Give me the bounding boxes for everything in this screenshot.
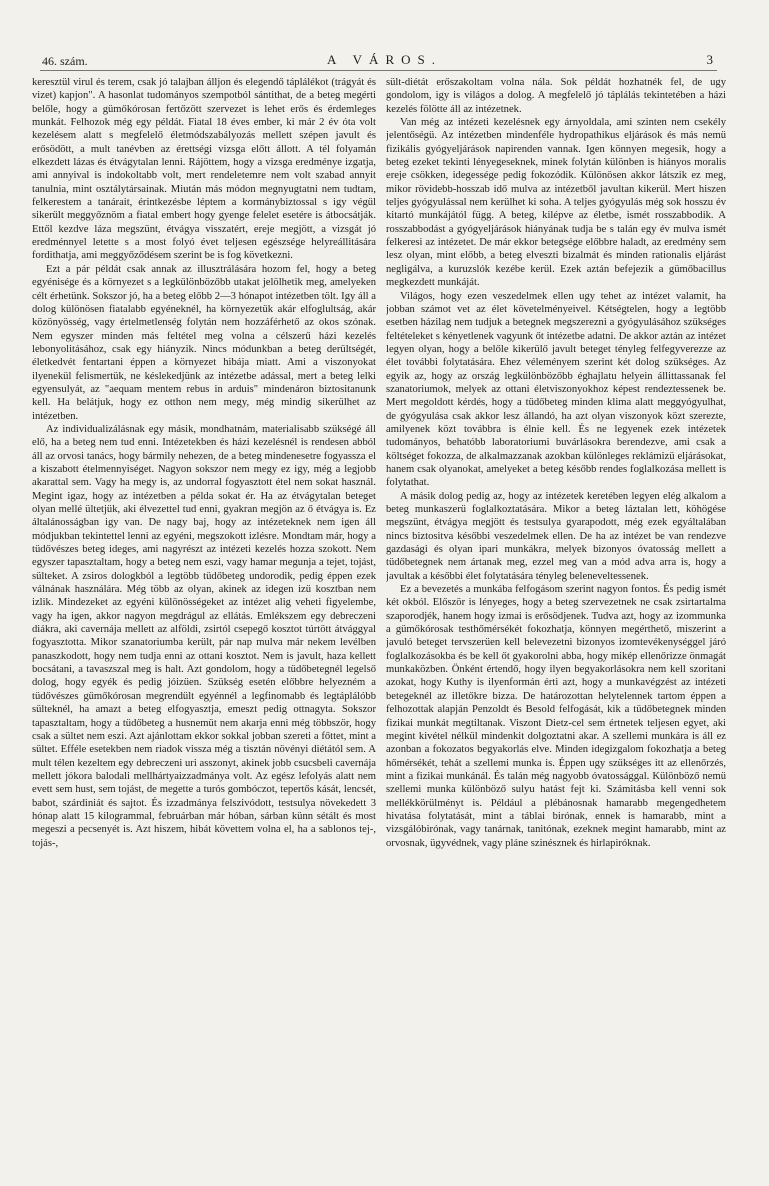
- left-column: [32, 76, 376, 1172]
- paragraph: Világos, hogy ezen veszedelmek ellen ugy tehet az intézet valamit, ha jobban számot vet az élet követelményeivel. Kétségtelen, hogy a legtöbb esetben házilag nem tudjuk a betegnek megszerezni a gyógyulásához szükséges feltételeket s kényetlenek vagyunk őt intézetbe adatni. De akkor aztán az intézet legyen olyan, hogy a belőle kikerülő javult beteget tényleg felfegyverezze az élet további folytatására. Ehez véleményem szerint két dolog szükséges. Az egyik az, hogy az ország legkülönbözőbb éghajlatu helyein állittassanak fel szanatoriumok, melyek az ottani életviszonyokhoz képest rendeztessenek be. Mert megoldott kérdés, hogy a tüdőbeteg minden klima alatt meggyógyulhat, de gyógyulása csak akkor lesz állandó, ha azt olyan viszonyok közt szerezte, amilyenek közt továbbra is élnie kell. És ne legyenek ezek intézetek tudományos, behatóbb laboratoriumi buvárlásokra berendezve, ami csak a költséget fokozza, de alkalmazzanak azokban különleges reklámizü eljárásokat, hanem csak olyanokat, amelyeket a beteg később rendes foglalkozása mellett is folytathat.: [386, 290, 726, 489]
- paragraph: Ez a bevezetés a munkába felfogásom szerint nagyon fontos. És pedig ismét két okból. Először is lényeges, hogy a beteg szervezetnek ne csak zsirtartalma szaporodjék, hanem hogy izmai is erősödjenek. Tudva azt, hogy az izommunka a gümőkórosak testhőmérsékét fokozhatja, könnyen megérthető, miszerint a javuló beteget tervszerüen kell belevezetni bizonyos izomtevékenységgel járó foglalkozásokba és be kell őt gyakorolni abba, hogy mikép ellenőrizze önmagát munkaközben. Önként értendő, hogy ilyen begyakorlásokra nem kell szoritani azokat, hogy Kuthy is ilyenformán érti azt, hogy a munkavégzést az intézeti betegeknél az illetőkre bizza. De határozottan helytelennek tartom éppen a felhozottak alapján Penzoldt és Besold felfogását, kik a tüdőbetegnek minden fizikai munkát megtiltanak. Viszont Dietz-cel sem értnetek teljesen egyet, aki megint kivétel nélkül mindenkit dolgoztatni akar. A szellemi munkára is áll ez azonban a fokozatos begyakorlás elve. Minden idegizgalom fokozhatja a beteg hőmérsékét, tehát a szellemi munka is. Éppen ugy szükséges itt az ellenőrzés, mint a fizikai munkánál. És talán még nagyobb óvatossággal. Különböző nemü szellemi munka különböző sulyu hatást fejt ki. Számitásba kell venni sok mellékkörülményt is. Például a plébánosnak hamarabb megengedhetem hivatása folytatását, mint a táblai birónak, ennek is hamarabb, mint a vizsgálóbirónak, vagy tanárnak, tanitónak, ezeknek megint hamarabb, mint az orvosnak, ügyvédnek, vagy pláne szinésznek és hirlapiróknak.: [386, 584, 726, 849]
- right-column: [386, 76, 726, 1172]
- paragraph: sült-diétát erőszakoltam volna nála. Sok példát hozhatnék fel, de ugy gondolom, igy is világos a dolog. A megfelelő jó táplálás tekintetében a házi kezelés fölötte áll az intézetnek.: [386, 77, 726, 115]
- header-divider: [40, 70, 717, 71]
- page-number-left: 46. szám.: [42, 54, 88, 68]
- running-title: A VÁROS.: [326, 52, 442, 67]
- paragraph: Van még az intézeti kezelésnek egy árnyoldala, ami szinten nem csekély jelentőségü. Az intézetben mindenféle hydropathikus eljárások és más nemü fizikális gyógyeljárások napirenden vannak. Igen könnyen megesik, hogy a beteg ezeket tekinti lényegeseknek, minek folytán különben is hiányos moralis ereje csökken, idegessége pedig fokozódik. Különösen akkor látszik ez meg, mikor rövidebb-hosszab idő mulva az intézetből javultan kikerül. Mert hiszen teljes gyógyulással nem kerülhet ki soha. A teljes gyógyulás még sok hosszu év kitartó munkájától függ. A beteg, kilépve az életbe, ismét rosszabbodik. A rosszabbodást a gyógyeljárások hiányának tudja be s talán egy év mulva ismét felkeresi az intézetet. De már ekkor betegsége előbbre haladt, az eredmény sem lesz olyan, mint előbb, a beteg elveszti bizalmát és minden rationalis eljárást negligálva, a kuruzslók kezébe kerül. Ezek aztán befejezik a gümőbacillus megkezdett munkáját.: [386, 117, 726, 289]
- paragraph: Ezt a pár példát csak annak az illusztrálására hozom fel, hogy a beteg egyénisége és a környezet s a legkülönbözőbb utakat jelölhetik meg, amelyeken célt érhetünk. Sokszor jó, ha a beteg előbb 2—3 hónapot intézetben tölt. Igy áll a dolog különösen fiatalabb egyéneknél, ha környezetük akár elfoglultság, akár közönyösség, vagy értelmetlenség folytán nem hozzáférhető az okos szónak. Nem egyszer minden más feltétel meg volna a célszerű házi kezelés lebonyolitásához, csak egy hiányzik. Nincs módunkban a beteg derültségét, életkedvét fentartani éppen a környezet hibája miatt. Ami a viszonyokat ilyenekül felismertük, ne késlekedjünk az intézetbe adással, mert a beteg lelki egyensulyát, az "aequam mentem rebus in arduis" mindenáron biztositanunk kell. Ha belátjuk, hogy ez otthon nem megy, még mindig sikerülhet az intézetben.: [32, 263, 376, 422]
- page-number-right: 3: [706, 52, 713, 67]
- paragraph: Az individualizálásnak egy másik, mondhatnám, materialisabb szükségé áll elő, ha a beteg nem tud enni. Intézetekben és házi kezelésnél is rendesen abból áll az orvosi tanács, hogy bármily nehezen, de a beteg mindenesetre fogyassza el a kiszabott ételmennyiséget. Nagyon sokszor nem megy ez igy, még a legjobb akarattal sem. Vagy ha megy is, az undorral fogyasztott étel nem sokat használ. Megint igaz, hogy az intézetben a példa sokat ér. Ha az étvágytalan beteget olyan mellé ültetjük, aki élvezettel tud enni, gyakran megjön az ő étvágya is. Ez általánosságban igy van. De nagy baj, hogy az intézeteknek nem igen áll módjukban tekintettel lenni az egyéni, megszokott izlésre. Mondtam már, hogy a tüdővészes beteg ideges, ami nagyrészt az intézeti kezelés hozza szokott. Nem egyszer tapasztaltam, hogy a beteg nem eszi, vagy hamar megunja a tejet, tojást, sülteket. A zsiros dologkból a legtöbb tüdőbeteg undorodik, pedig éppen ezek válnának használára. Még több az olyan, akinek az idegen izü kosztban nem izlik. Mindezeket az egyéni különösségeket az intézet alig veheti figyelembe, vagy ha igen, akkor nagyon megdrágul az ellátás. Emlékszem egy debreczeni diákra, aki cavernája mellett az alföldi, zsirtól csepegő kosztot túrtött átvággyal fogyasztotta. Mikor szanatoriumba került, pár nap mulva már nekem levélben panaszkodott, hogy nem tudja enni az ottani kosztot. Nem is javult, haza kellett bocsátani, a tavaszszal meg is halt. Azt gondolom, hogy a tüdőbetegnél legelső dolog, hogy egyék és pedig jóizüen. Szükség esetén előbbre helyezném a tüdővészes gümőkórosan megrendült egyénnél a legfinomabb és legtáplálóbb sülteknél, ha amazt a beteg elfogyasztja, emeszt pedig ottnagyta. Sokszor tapasztaltam, hogy a tüdőbeteg a husnemüt nem akarja enni még többször, hogy csak a sültet nem eszi. Azt ajánlottam ekkor sokkal jobban szereti a főttet, mint a sültet. Efféle esetekben nem riadok vissza még a tisztán növényi diétától sem. A mult télen kezeltem egy debreczeni uri asszonyt, akinek jobb csucsbeli cavernája mellett jókora balodali mellhártyaizzadmánya volt. Az egész lefolyás alatt nem evett sem hust, sem tojást, de megette a turós gombóczot, tepertős kását, lencsét, babot, szárdiniát és sajtot. És izzadmánya felszivódott, testsulya növekedett 3 hónap alatt 15 kilogrammal, februárban már hóban, sárban künn sétált és most megeszi a pecsenyét is. Azt hiszem, hibát követtem volna el, ha a sablonos tej-, tojás-,: [32, 423, 376, 849]
- page-header: [0, 50, 769, 72]
- paragraph: keresztül virul és terem, csak jó talajban álljon és elegendő táplálékot (trágyát és vizet) kapjon". A hasonlat tudományos szempotból sántithat, de a beteg megérti belőle, hogy a gümőkórosan fertőzött szervezet is lehet erős és érdemleges munkát. Felhozok még egy példát. Fiatal 18 éves ember, ki már 2 év óta volt kezelésem alatt s megfelelő életmódszabályozás mellett szépen javult és erősödött, a mult tanévben az érettségi vizsga előtt állott. A tél folyamán elkezdett lázas és étvágytalan lenni. Rájöttem, hogy a vizsga eredménye izgatja, ami annyival is indokoltabb volt, mert rendeletemre nem volt szabad annyit tanulnia, mint osztálytársainak. Miután más módon megnyugtatni nem tudtam, felkerestem a tanárait, érintkezésbe léptem a kormánybiztossal s igy végül sikerült meggyőznöm a fiatal embert hogy gyenge felelet esetére is átbocsátják. Ettől kezdve láza megszünt, étvágya visszatért, ereje megjött, a vizsgát jó eredménnyel letette s a most folyó évet teljesen egészsége helyreállitására fordithatja, ami meggyőződésem szerint be is fog következni.: [32, 77, 376, 262]
- paragraph: A másik dolog pedig az, hogy az intézetek keretében legyen elég alkalom a beteg munkaszerü foglalkoztatására. Mikor a beteg láztalan lett, köhögése megszünt, étvágya megjött és testsulya gyarapodott, még ezek egyáltalában nincs biztositva későbbi veszedelmek ellen. De ha az intézet be van rendezve gazdasági és olyan ipari munkákra, melyek bizonyos óvatosság mellett a tüdőbetegnek nem ártanak meg, ezzel meg van a mód adva arra is, hogy a javultak a későbbi élet folytatására tényleg beleneveltessenek.: [386, 490, 726, 582]
